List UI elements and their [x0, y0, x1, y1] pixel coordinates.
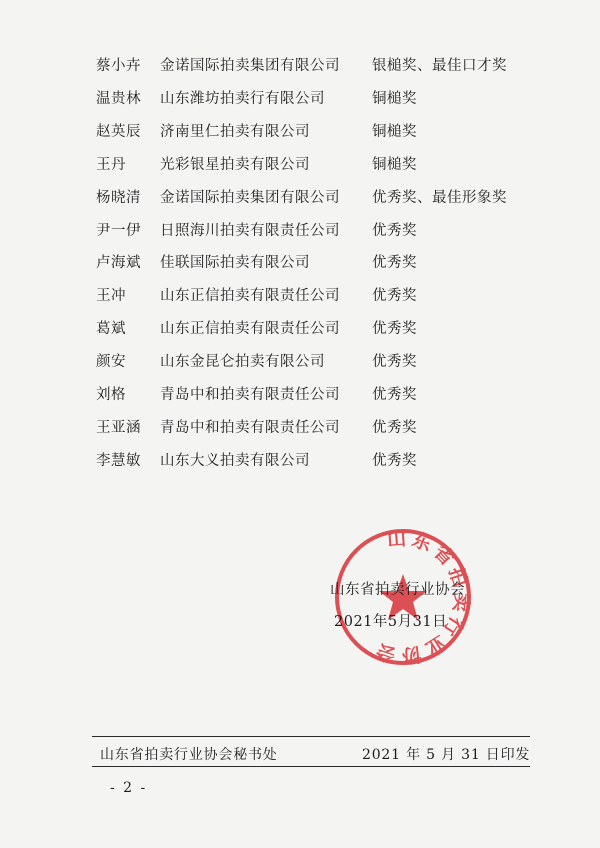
awardee-company: 济南里仁拍卖有限公司: [160, 123, 310, 140]
award-row: [0, 352, 600, 385]
award-title: 优秀奖: [372, 222, 417, 239]
award-title: 铜槌奖: [372, 156, 417, 173]
award-row: [0, 188, 600, 221]
page-number: - 2 -: [110, 780, 148, 796]
award-row: [0, 155, 600, 188]
award-title: 优秀奖、最佳形象奖: [372, 189, 507, 206]
award-title: 铜槌奖: [372, 123, 417, 140]
footer-issue-date: 2021 年 5 月 31 日印发: [362, 747, 531, 763]
awardee-name: 王亚涵: [96, 419, 141, 436]
award-title: 铜槌奖: [372, 90, 417, 107]
awardee-company: 山东潍坊拍卖行有限公司: [160, 90, 325, 107]
award-title: 优秀奖: [372, 255, 417, 272]
awardee-name: 李慧敏: [96, 452, 141, 469]
award-title: 优秀奖: [372, 387, 417, 403]
awardee-company: 青岛中和拍卖有限责任公司: [160, 419, 340, 436]
award-title: 优秀奖: [372, 288, 417, 305]
awardee-company: 光彩银星拍卖有限公司: [160, 156, 310, 173]
awardee-company: 山东大义拍卖有限公司: [160, 452, 310, 469]
awardee-company: 山东正信拍卖有限责任公司: [160, 288, 340, 305]
footer-issuer: 山东省拍卖行业协会秘书处: [100, 747, 278, 763]
seal-text: 山东省拍卖行业协会: [369, 527, 473, 667]
award-title: 优秀奖: [372, 321, 417, 338]
awardee-company: 青岛中和拍卖有限责任公司: [160, 387, 340, 403]
awardee-name: 葛斌: [96, 321, 126, 338]
awardee-company: 金诺国际拍卖集团有限公司: [160, 189, 340, 206]
award-title: 优秀奖: [372, 354, 417, 371]
awardee-name: 王丹: [96, 156, 126, 173]
award-row: [0, 451, 600, 484]
awardee-name: 刘格: [96, 387, 126, 403]
awardee-company: 佳联国际拍卖有限公司: [160, 255, 310, 272]
awardee-company: 山东金昆仑拍卖有限公司: [160, 354, 325, 371]
awardee-name: 颜安: [96, 354, 126, 371]
awardee-name: 尹一伊: [96, 222, 141, 239]
awardee-company: 金诺国际拍卖集团有限公司: [160, 58, 340, 74]
award-title: 优秀奖: [372, 419, 417, 436]
award-row: [0, 89, 600, 122]
signature-date: 2021年5月31日: [334, 614, 448, 630]
award-row: [0, 122, 600, 155]
awardee-name: 赵英辰: [96, 123, 141, 140]
award-row: [0, 253, 600, 286]
award-row: [0, 418, 600, 451]
award-row: [0, 319, 600, 352]
award-row: [0, 221, 600, 254]
award-title: 银槌奖、最佳口才奖: [372, 58, 507, 74]
awardee-name: 卢海斌: [96, 255, 141, 272]
footer-top-rule: [92, 736, 530, 737]
award-row: [0, 286, 600, 319]
footer-bottom-rule: [92, 766, 530, 767]
awardee-name: 温贵林: [96, 90, 141, 107]
awardee-name: 杨晓清: [96, 189, 141, 206]
award-row: [0, 385, 600, 418]
awardee-company: 日照海川拍卖有限责任公司: [160, 222, 340, 239]
signature-org: 山东省拍卖行业协会: [330, 582, 465, 598]
awardee-company: 山东正信拍卖有限责任公司: [160, 321, 340, 338]
award-title: 优秀奖: [372, 452, 417, 469]
awardee-name: 蔡小卉: [96, 58, 141, 74]
awardee-name: 王冲: [96, 288, 126, 305]
award-row: [0, 56, 600, 89]
